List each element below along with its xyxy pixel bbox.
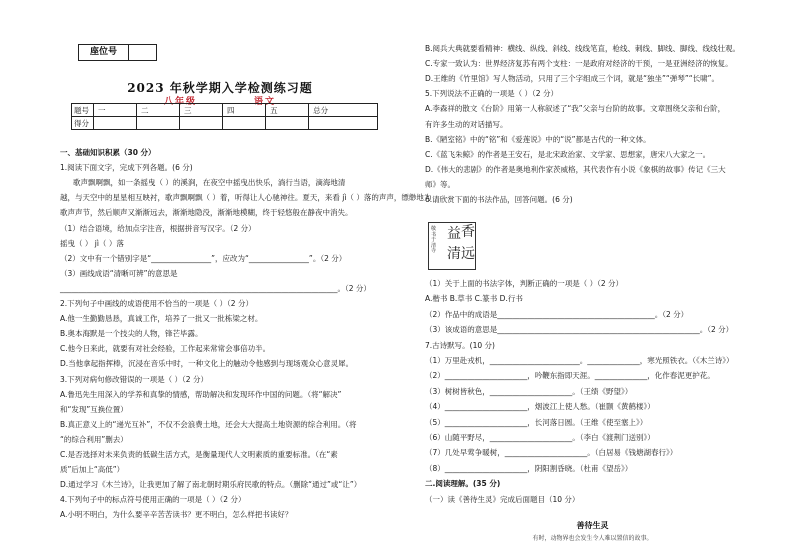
text-line: 和“发现”互换位置）	[60, 404, 128, 414]
calligraphy-char: 香	[461, 224, 475, 240]
text-line: 一、基础知识积累（30 分）	[60, 148, 156, 157]
score-cell[interactable]	[94, 117, 137, 130]
score-cell[interactable]	[223, 117, 266, 130]
text-line: （6）山随平野尽，______________________。（李白《渡荆门送别》）	[425, 433, 655, 442]
score-header-row	[72, 104, 378, 117]
text-line: 歌声飘啊飘，如一条摇曳（ ）的溪涧，在夜空中摇曳出快乐，淌行当语，滴海地清	[73, 178, 346, 188]
text-line: A.楷书 B.草书 C.篆书 D.行书	[425, 294, 523, 304]
text-line: （一）读《善待生灵》完成后面题目（10 分）	[425, 494, 580, 504]
text-line: A.他一生勤勤恳恳，真诚工作，培养了一批又一批栋梁之材。	[60, 314, 263, 324]
right-column	[425, 0, 760, 560]
grade-label: 八年级	[164, 97, 198, 107]
text-line: A.小明不明白，为什么要辛辛苦苦读书？更不明白，怎么样把书读好？	[60, 510, 293, 520]
passage-title: 善待生灵	[576, 520, 609, 530]
calligraphy-char: 清	[447, 246, 461, 262]
text-line: C.是否选择对未来负责的低碳生活方式，是衡量现代人文明素质的重要标准。（在“素	[60, 450, 338, 459]
score-cell[interactable]: 一	[94, 104, 137, 117]
text-line: A.鲁迅先生用深入的学养和真挚的情感，帮助解决和发现环作中国的问题。（将“解决”	[60, 389, 342, 399]
score-cell[interactable]: 三	[180, 104, 223, 117]
seat-input-box[interactable]	[129, 45, 156, 60]
text-line: D.通过学习《木兰诗》，让我更加了解了南北朝时期乐府民歌的特点。（删除“通过”或“让”）	[60, 480, 362, 490]
text-line: D.王维的《竹里馆》写人物活动，只用了三个字组成三个词，就是“独坐”“弹琴”“长啸”。	[425, 74, 719, 84]
text-line: （2）______________________，吟鞭东指即天涯。______________，化作春泥更护花。	[425, 371, 715, 381]
score-cell[interactable]	[137, 117, 180, 130]
text-line: __________________________________________________________________________。（2 分）	[60, 283, 371, 293]
text-line: 越，与天空中的星星相互映衬，歌声飘啊飘（ ）着，听得让人心驰神往。夏天，来看 jì（ ）落的声声，缥缈地为	[60, 193, 432, 203]
text-line: B.阅兵大典就要看精神：横线、纵线、斜线、线线笔直，枪线、刺线、脚线、脚线、线线壮观。	[425, 44, 741, 53]
score-value-row	[72, 117, 378, 130]
text-line: B.奥本海默是一个技尖的人物，锋芒毕露。	[60, 329, 203, 339]
text-line: （3）该成语的意思是______________________________________________________。（2 分）	[425, 325, 734, 335]
text-line: 质”后加上“高低”）	[60, 465, 125, 475]
text-line: （4）______________________，烟波江上使人愁。（崔颢《黄鹤楼》）	[425, 402, 655, 412]
text-line: 二.阅读理解。(35 分)	[425, 479, 501, 489]
score-cell[interactable]	[266, 117, 309, 130]
seat-label: 座位号	[79, 45, 129, 60]
text-line: （2）文中有一个错别字是“________________”，应改为“________________”。（2 分）	[60, 253, 347, 263]
text-line: （2）作品中的成语是__________________________________________。（2 分）	[425, 309, 689, 319]
text-line: 4.下列句子中的标点符号使用正确的一项是（ ）（2 分）	[60, 495, 246, 505]
text-line: 6.请欣赏下面的书法作品，回答问题。(6 分)	[425, 195, 573, 204]
page-title: 2023 年秋学期入学检测练习题	[127, 81, 313, 95]
seat-number-box	[78, 44, 157, 61]
score-cell[interactable]: 四	[223, 104, 266, 117]
subject-label: 语文	[254, 97, 277, 107]
text-line: 7.古诗默写。(10 分)	[425, 340, 495, 350]
text-line: “的综合利用”删去）	[60, 434, 128, 444]
score-table	[71, 103, 378, 130]
score-cell: 得分	[72, 117, 94, 130]
text-line: D.《伟大的悲剧》的作者是奥地利作家茨威格，其代表作有小说《象棋的故事》传记《三大	[425, 164, 726, 174]
calligraphy-char: 益	[447, 226, 461, 242]
text-line: （5）______________________，长河落日圆。（王维《使至塞上》）	[425, 417, 648, 427]
score-cell[interactable]	[180, 117, 223, 130]
text-line: C.《蓝飞朱鲸》的作者是王安石，是北宋政治家、文学家、思想家，唐宋八大家之一。	[425, 149, 711, 159]
text-line: （3）树树皆秋色，______________________。（王绩《野望》）	[425, 386, 633, 396]
calligraphy-char: 远	[461, 246, 475, 262]
calligraphy-artwork	[428, 222, 476, 270]
text-line: 1.阅读下面文字，完成下列各题。(6 分)	[60, 163, 193, 173]
score-cell[interactable]: 二	[137, 104, 180, 117]
text-line: 3.下列对病句修改错误的一项是（ ）（2 分）	[60, 374, 208, 384]
text-line: 5.下列说法不正确的一项是（ ）（2 分）	[425, 89, 558, 99]
text-line: B.真正意义上的“递光互补”，不仅不会浪费土地，还会大大提高土地资源的综合利用。（将	[60, 419, 357, 429]
left-column	[60, 0, 432, 560]
text-line: （7）几处早莺争暖树，______________________。（白居易《钱塘湖春行》）	[425, 448, 678, 458]
text-line: 2.下列句子中画线的成语使用不恰当的一项是（ ）（2 分）	[60, 299, 253, 308]
text-line: 有许多生动的对话描写。	[425, 119, 508, 129]
text-line: （1）结合语境，给加点字注音，根据拼音写汉字。（2 分）	[60, 223, 256, 233]
text-line: 歌声声节，然后顺声又渐渐远去，渐渐地隐没，渐渐地模糊，终于轻悠般在静夜中消失。	[60, 208, 353, 218]
passage-first-line: 有时，动物界也会发生令人难以置信的故事。	[532, 535, 653, 542]
text-line: D.当他拿起指挥棒，沉浸在音乐中时，一种文化上的触动令他感到与现场观众心意灵犀。	[60, 359, 354, 369]
text-line: C.专家一致认为：世界经济复苏有两个支柱：一是政府对经济的干预，一是亚洲经济的恢复。	[425, 59, 733, 69]
text-line: 摇曳（ ） jì（ ）落	[60, 238, 124, 248]
calligraphy-inscription: 敬书于清寺	[431, 226, 437, 254]
score-cell[interactable]: 总分	[309, 104, 378, 117]
text-line: （1）万里赴戎机，________________________。______________，寒光照铁衣。（《木兰诗》）	[425, 356, 734, 365]
score-cell[interactable]	[309, 117, 378, 130]
text-line: 师》等。	[425, 179, 455, 189]
text-line: C.他今日来此，就要有对社会经验，工作起来常常会事倍功半。	[60, 344, 271, 354]
text-line: （3）画线成语“清晰可辨”的意思是	[60, 268, 178, 278]
score-cell: 题号	[72, 104, 94, 117]
score-cell[interactable]: 五	[266, 104, 309, 117]
text-line: A.李森祥的散文《台阶》用第一人称叙述了“我”父亲与台阶的故事。文章围绕父亲和台阶，	[425, 104, 726, 114]
text-line: （1）关于上面的书法字体，判断正确的一项是（ ）（2 分）	[425, 279, 624, 288]
text-line: （8）______________________，阴阳割昏晓。（杜甫《望岳》）	[425, 463, 633, 473]
text-line: B.《陋室铭》中的“铭”和《爱莲说》中的“说”都是古代的一种文体。	[425, 134, 651, 144]
